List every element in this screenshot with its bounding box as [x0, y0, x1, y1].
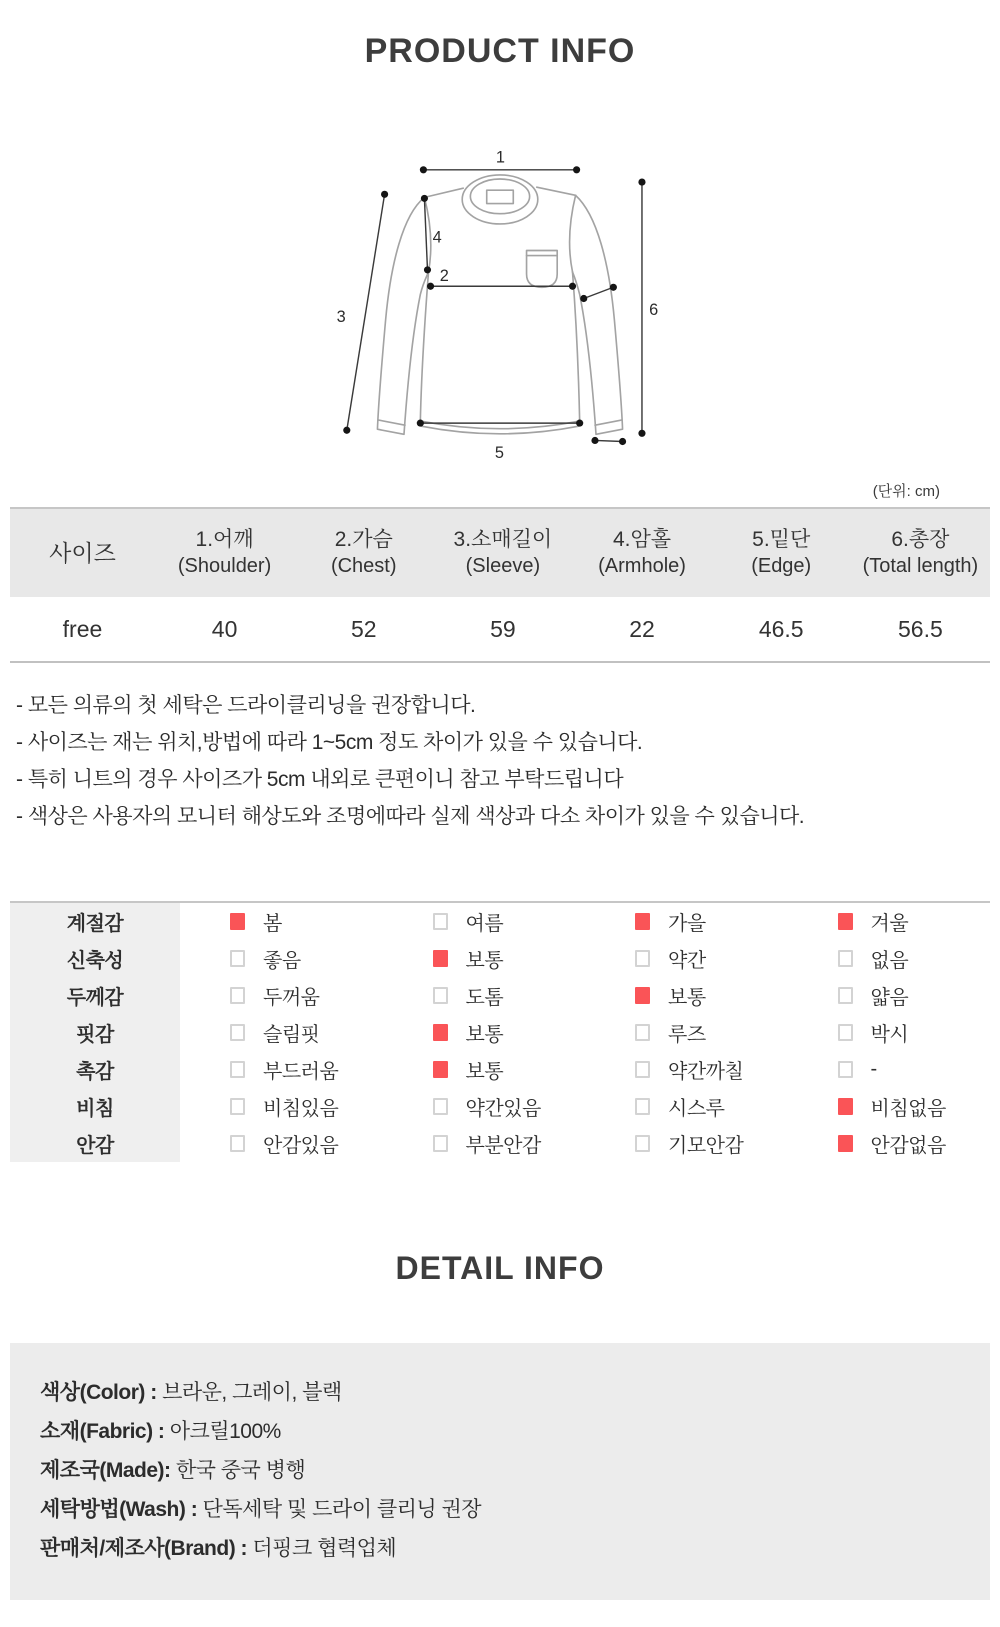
- svg-text:2: 2: [439, 267, 449, 286]
- checkbox-icon: [230, 950, 245, 967]
- checkbox-icon: [635, 1024, 650, 1041]
- total-length-value-cell: 56.5: [851, 597, 990, 662]
- svg-text:1: 1: [495, 148, 506, 167]
- detail-label: 판매처/제조사(Brand) :: [40, 1537, 253, 1560]
- detail-value: 단독세탁 및 드라이 클리닝 권장: [202, 1498, 482, 1521]
- checkbox-icon: [433, 913, 448, 930]
- checkbox-icon: [433, 987, 448, 1004]
- detail-info-box: [10, 1343, 990, 1600]
- care-notes: [16, 687, 1000, 835]
- attribute-option: 부드러움: [180, 1055, 383, 1084]
- checkbox-icon: [433, 1098, 448, 1115]
- checkbox-icon: [433, 1061, 448, 1078]
- attribute-row-lining: [10, 1125, 990, 1162]
- care-note-line: - 사이즈는 재는 위치,방법에 따라 1~5cm 정도 차이가 있을 수 있습니다.: [16, 731, 643, 754]
- svg-text:6: 6: [649, 300, 659, 319]
- unit-note: (단위: cm): [872, 483, 940, 500]
- attribute-option: 부분안감: [383, 1129, 586, 1158]
- care-note-line: - 모든 의류의 첫 세탁은 드라이클리닝을 권장합니다.: [16, 694, 476, 717]
- checkbox-icon: [230, 1061, 245, 1078]
- care-note-line: - 색상은 사용자의 모니터 해상도와 조명에따라 실제 색상과 다소 차이가 있을 수 있습니다.: [16, 805, 805, 828]
- checkbox-icon: [230, 1024, 245, 1041]
- checkbox-icon: [838, 987, 853, 1004]
- attribute-option: 루즈: [585, 1018, 788, 1047]
- attribute-option: 비침없음: [788, 1092, 991, 1121]
- size-table-value-row: [10, 597, 990, 662]
- checkbox-icon: [433, 1135, 448, 1152]
- attribute-option: 좋음: [180, 944, 383, 973]
- attribute-label: 계절감: [10, 902, 180, 940]
- attribute-row-sheerness: [10, 1088, 990, 1125]
- attribute-row-texture: [10, 1051, 990, 1088]
- detail-info-title: DETAIL INFO: [395, 1250, 605, 1286]
- attribute-table: [10, 901, 990, 1162]
- detail-label: 제조국(Made):: [40, 1459, 176, 1482]
- attribute-label: 신축성: [10, 940, 180, 977]
- attribute-option: 안감있음: [180, 1129, 383, 1158]
- shoulder-col-header: 1.어깨 (Shoulder): [177, 528, 272, 577]
- attribute-option: 보통: [383, 944, 586, 973]
- detail-label: 세탁방법(Wash) :: [40, 1498, 203, 1521]
- checkbox-icon: [838, 913, 853, 930]
- attribute-row-fit: [10, 1014, 990, 1051]
- attribute-option: 보통: [383, 1055, 586, 1084]
- detail-value: 한국 중국 병행: [175, 1459, 306, 1482]
- armhole-value-cell: 22: [572, 597, 711, 662]
- svg-text:5: 5: [494, 443, 504, 462]
- detail-row-color: [40, 1373, 970, 1412]
- size-name-cell: free: [10, 597, 155, 662]
- size-col-header: 사이즈: [49, 539, 116, 566]
- attribute-label: 안감: [10, 1125, 180, 1162]
- checkbox-icon: [838, 1024, 853, 1041]
- attribute-option: 약간까칠: [585, 1055, 788, 1084]
- svg-text:4: 4: [432, 228, 442, 247]
- sleeve-col-header: 3.소매길이 (Sleeve): [453, 528, 553, 577]
- attribute-option: 박시: [788, 1018, 991, 1047]
- attribute-option: -: [788, 1058, 991, 1081]
- attribute-option: 기모안감: [585, 1129, 788, 1158]
- checkbox-icon: [230, 1135, 245, 1152]
- attribute-label: 두께감: [10, 977, 180, 1014]
- size-table-header-row: [10, 508, 990, 597]
- checkbox-icon: [635, 987, 650, 1004]
- checkbox-icon: [635, 1061, 650, 1078]
- care-note-line: - 특히 니트의 경우 사이즈가 5cm 내외로 큰편이니 참고 부탁드립니다: [16, 768, 624, 791]
- tshirt-diagram-illustration: [295, 131, 705, 466]
- detail-row-fabric: [40, 1412, 970, 1451]
- checkbox-icon: [838, 1098, 853, 1115]
- tshirt-outline: [377, 175, 622, 434]
- attribute-row-stretch: [10, 940, 990, 977]
- detail-value: 아크릴100%: [169, 1420, 281, 1443]
- checkbox-icon: [838, 1061, 853, 1078]
- product-info-title: PRODUCT INFO: [364, 32, 636, 70]
- attribute-option: 비침있음: [180, 1092, 383, 1121]
- attribute-option: 약간: [585, 944, 788, 973]
- attribute-option: 보통: [585, 981, 788, 1010]
- attribute-option: 봄: [180, 907, 383, 936]
- checkbox-icon: [635, 1135, 650, 1152]
- total-length-col-header: 6.총장 (Total length): [862, 528, 979, 577]
- attribute-row-season: [10, 902, 990, 940]
- detail-label: 색상(Color) :: [40, 1381, 163, 1404]
- edge-col-header: 5.밑단 (Edge): [751, 528, 812, 577]
- attribute-option: 안감없음: [788, 1129, 991, 1158]
- attribute-option: 슬림핏: [180, 1018, 383, 1047]
- detail-row-brand: [40, 1529, 970, 1568]
- attribute-option: 시스루: [585, 1092, 788, 1121]
- checkbox-icon: [635, 1098, 650, 1115]
- detail-row-made: [40, 1451, 970, 1490]
- checkbox-icon: [230, 1098, 245, 1115]
- checkbox-icon: [838, 950, 853, 967]
- attribute-option: 약간있음: [383, 1092, 586, 1121]
- armhole-col-header: 4.암홀 (Armhole): [598, 528, 686, 577]
- checkbox-icon: [433, 1024, 448, 1041]
- detail-row-wash: [40, 1490, 970, 1529]
- edge-value-cell: 46.5: [712, 597, 851, 662]
- sleeve-value-cell: 59: [433, 597, 572, 662]
- measurement-lines: [347, 170, 642, 442]
- attribute-option: 두꺼움: [180, 981, 383, 1010]
- attribute-label: 촉감: [10, 1051, 180, 1088]
- attribute-label: 핏감: [10, 1014, 180, 1051]
- attribute-option: 여름: [383, 907, 586, 936]
- attribute-row-thickness: [10, 977, 990, 1014]
- attribute-option: 보통: [383, 1018, 586, 1047]
- garment-measurement-diagram: [0, 131, 1000, 466]
- attribute-option: 겨울: [788, 907, 991, 936]
- attribute-option: 도톰: [383, 981, 586, 1010]
- chest-col-header: 2.가슴 (Chest): [330, 528, 397, 577]
- svg-text:3: 3: [336, 307, 346, 326]
- detail-label: 소재(Fabric) :: [40, 1420, 170, 1443]
- chest-value-cell: 52: [294, 597, 433, 662]
- measurement-dots: [343, 166, 645, 445]
- checkbox-icon: [433, 950, 448, 967]
- checkbox-icon: [230, 913, 245, 930]
- attribute-option: 가을: [585, 907, 788, 936]
- checkbox-icon: [838, 1135, 853, 1152]
- checkbox-icon: [635, 950, 650, 967]
- shoulder-value-cell: 40: [155, 597, 294, 662]
- size-table: [10, 507, 990, 663]
- attribute-label: 비침: [10, 1088, 180, 1125]
- checkbox-icon: [635, 913, 650, 930]
- detail-value: 브라운, 그레이, 블랙: [162, 1381, 342, 1404]
- attribute-option: 얇음: [788, 981, 991, 1010]
- checkbox-icon: [230, 987, 245, 1004]
- attribute-option: 없음: [788, 944, 991, 973]
- detail-value: 더핑크 협력업체: [252, 1537, 397, 1560]
